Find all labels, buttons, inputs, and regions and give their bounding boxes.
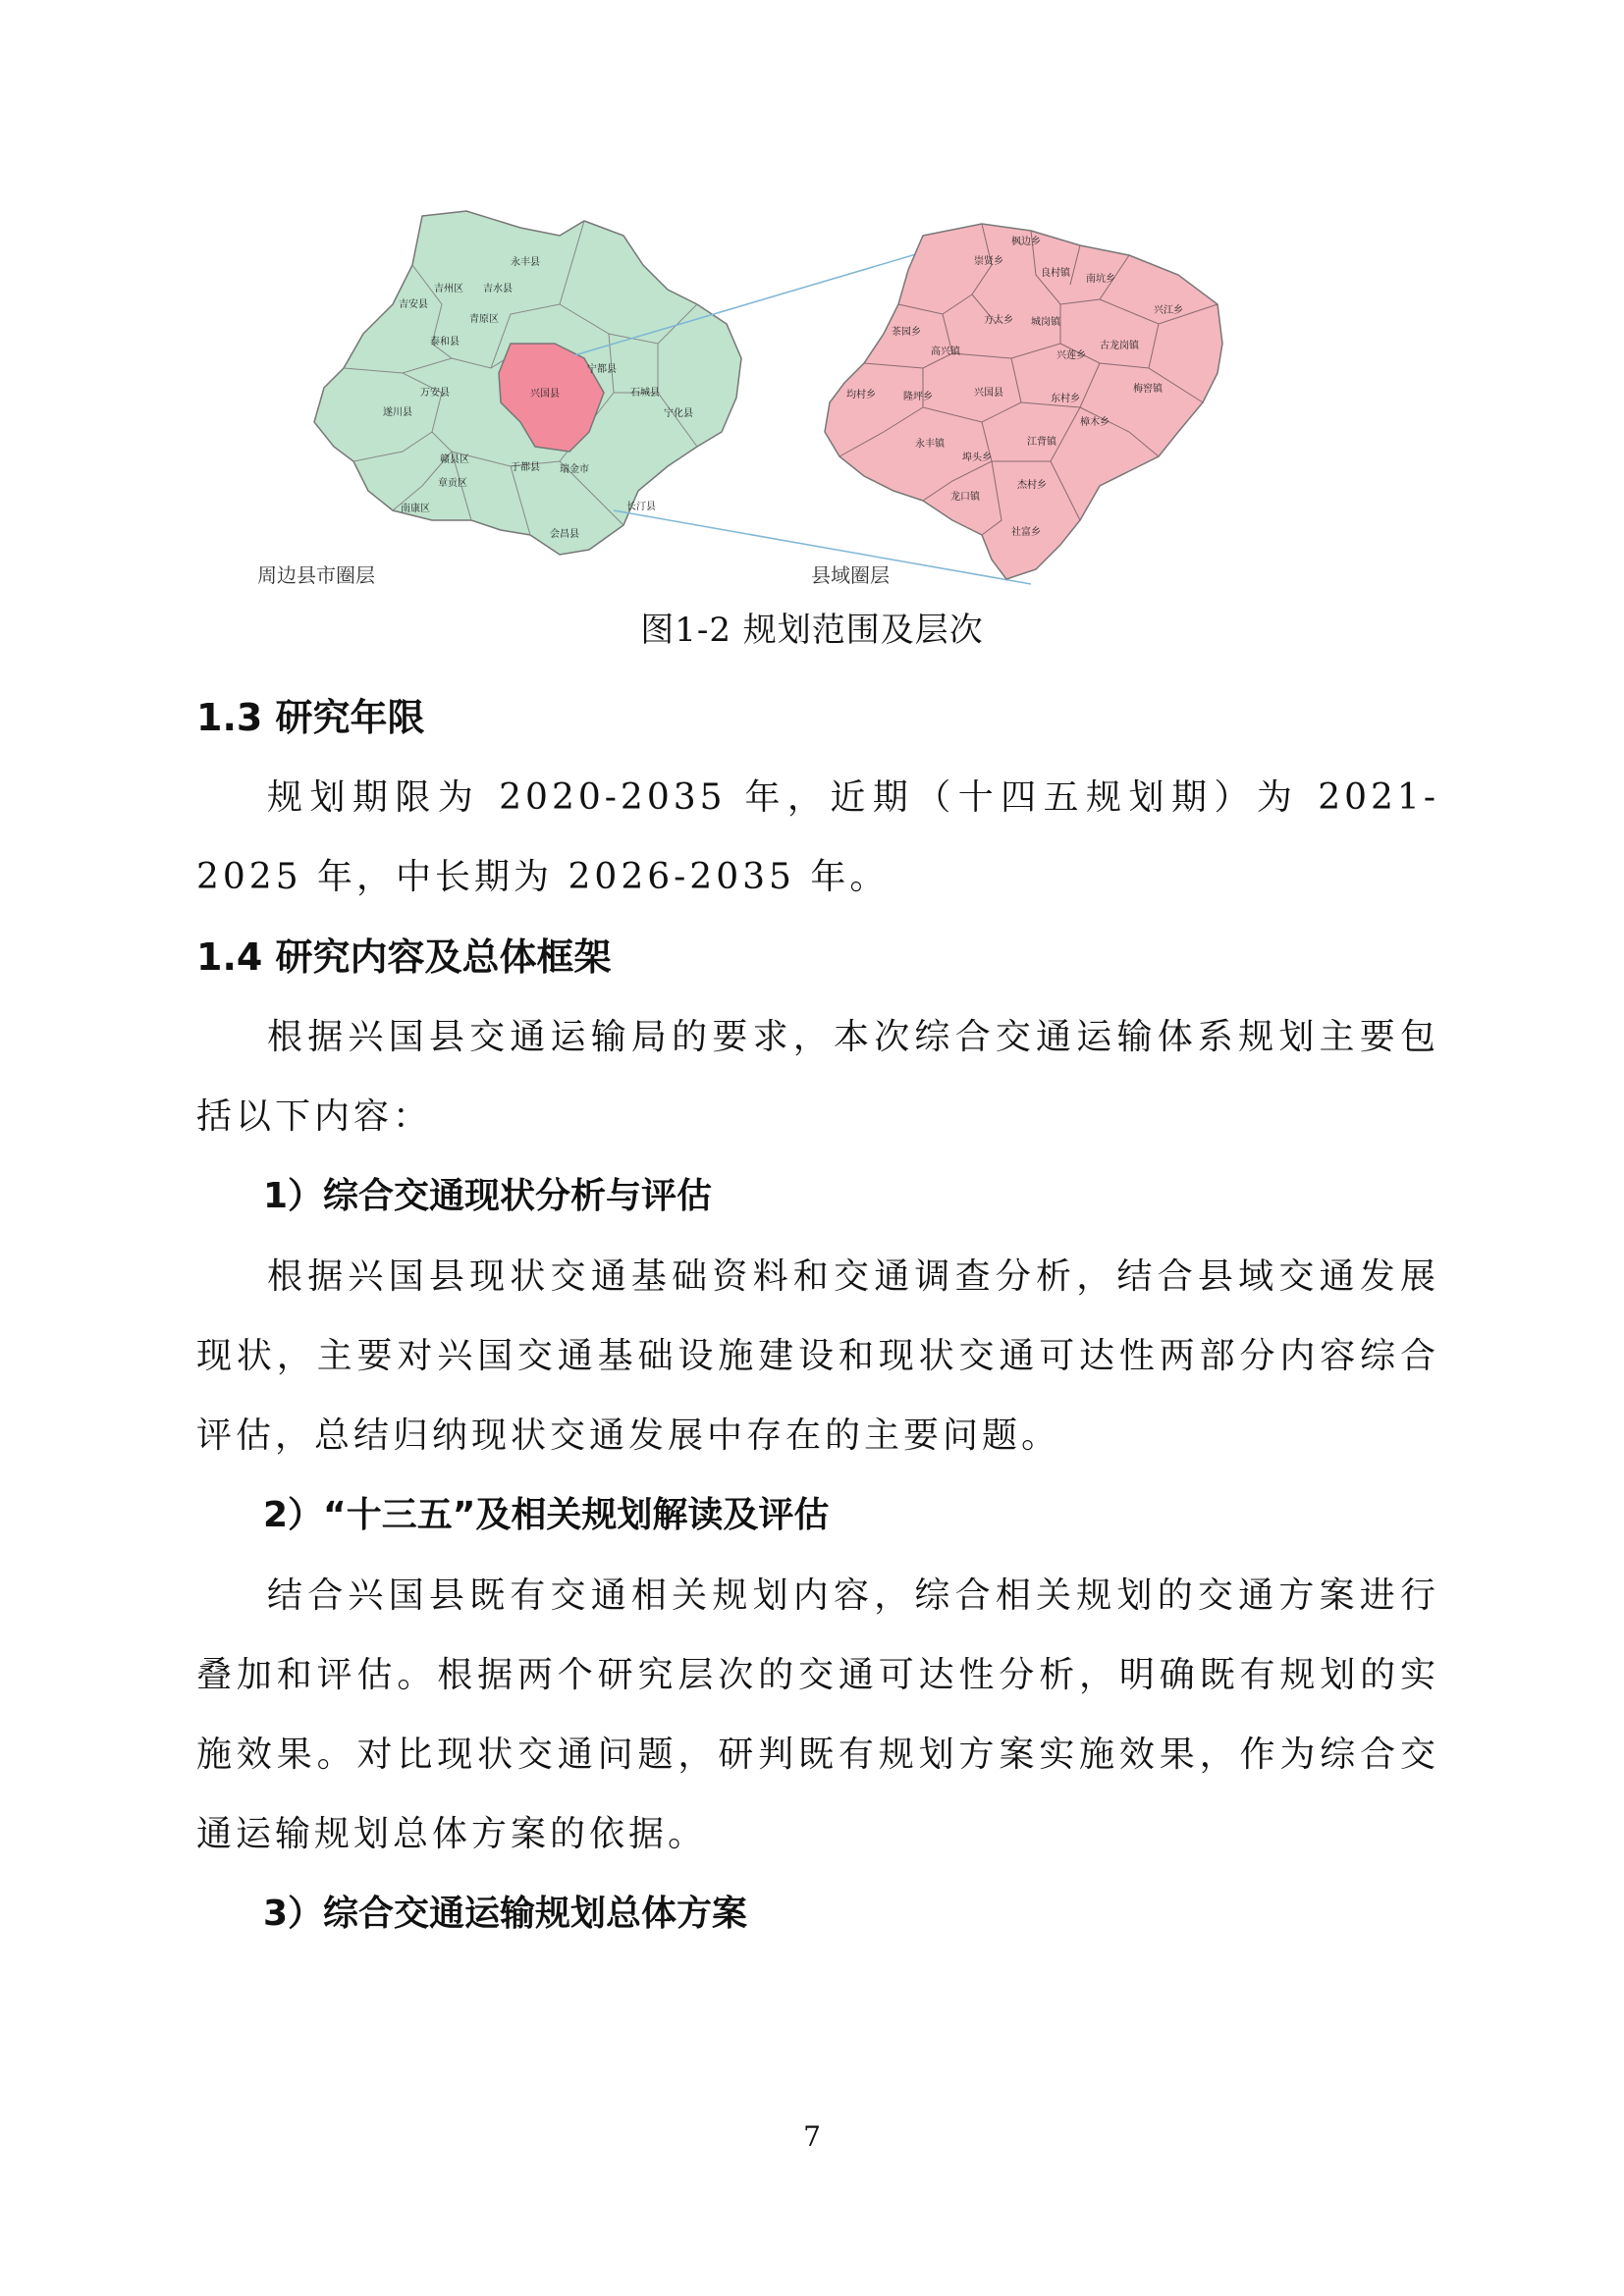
item-heading-3: 3）综合交通运输规划总体方案 [263,1894,748,1934]
township-label: 龙口镇 [950,492,980,503]
paragraph-research-period: 规划期限为 2020-2035 年，近期（十四五规划期）为 2021-2025 年，中长期为 2026-2035 年。 [196,777,1439,897]
township-label: 方太乡 [984,315,1013,326]
item-heading-1: 1）综合交通现状分析与评估 [263,1176,713,1216]
paragraph-research-content: 根据兴国县交通运输局的要求，本次综合交通运输体系规划主要包括以下内容： [196,1017,1439,1137]
county-label: 南康区 [401,504,430,514]
county-label: 石城县 [630,388,660,399]
county-label: 会昌县 [550,529,579,540]
township-label: 隆坪乡 [903,392,933,402]
county-label: 瑞金市 [560,464,589,475]
county-label: 赣县区 [440,454,469,465]
township-label: 城岗镇 [1031,317,1060,328]
planning-scope-figure [236,196,1375,609]
county-label: 泰和县 [430,337,460,347]
township-label: 崇贤乡 [974,256,1003,267]
surrounding-layer-label: 周边县市圈层 [257,563,375,587]
county-label: 青原区 [469,314,499,325]
township-label: 茶园乡 [892,327,921,338]
township-label: 梅窖镇 [1133,384,1163,395]
paragraph-item-2: 结合兴国县既有交通相关规划内容，综合相关规划的交通方案进行叠加和评估。根据两个研究层次的交通可达性分析，明确既有规划的实施效果。对比现状交通问题，研判既有规划方案实施效果，作为综合交通运输规划总体方案的依据。 [196,1575,1439,1854]
county-label: 宁都县 [587,364,617,375]
map-figure-svg [236,196,1375,609]
county-label: 兴国县 [530,389,560,400]
township-label: 埠头乡 [962,453,992,463]
township-label: 均村乡 [846,390,876,400]
county-label: 遂川县 [383,407,412,418]
county-label: 章贡区 [438,478,467,489]
township-label: 兴莲乡 [1056,350,1086,361]
county-label: 万安县 [420,388,450,399]
township-label: 古龙岗镇 [1100,341,1139,351]
township-label: 社富乡 [1011,527,1041,538]
township-label: 枫边乡 [1011,237,1041,247]
county-label: 吉州区 [434,284,463,294]
township-label: 高兴镇 [931,347,960,357]
paragraph-item-1: 根据兴国县现状交通基础资料和交通调查分析，结合县域交通发展现状，主要对兴国交通基础设施建设和现状交通可达性两部分内容综合评估，总结归纳现状交通发展中存在的主要问题。 [196,1256,1439,1456]
county-label: 吉水县 [483,284,513,294]
township-label: 江背镇 [1027,437,1056,448]
county-layer-label: 县域圈层 [811,563,890,587]
county-label: 长汀县 [626,502,656,512]
county-label: 吉安县 [399,299,428,310]
township-label: 兴江乡 [1154,305,1183,316]
county-label: 宁化县 [664,408,693,419]
item-heading-2: 2）“十三五”及相关规划解读及评估 [263,1495,830,1535]
document-body [196,677,1439,1954]
township-label: 杰村乡 [1017,480,1047,491]
figure-caption: 图1-2 规划范围及层次 [640,611,984,650]
township-label: 樟木乡 [1080,417,1110,428]
township-label: 兴国县 [974,388,1003,399]
township-label: 良村镇 [1041,268,1070,279]
township-label: 永丰镇 [915,439,945,450]
section-heading-1-4: 1.4 研究内容及总体框架 [196,935,612,979]
page-number: 7 [803,2120,821,2153]
county-label: 永丰县 [511,257,540,268]
section-heading-1-3: 1.3 研究年限 [196,696,425,739]
county-label: 于都县 [511,462,540,473]
township-label: 东村乡 [1051,394,1080,404]
county-township-map [825,224,1222,579]
township-label: 南坑乡 [1086,274,1115,285]
